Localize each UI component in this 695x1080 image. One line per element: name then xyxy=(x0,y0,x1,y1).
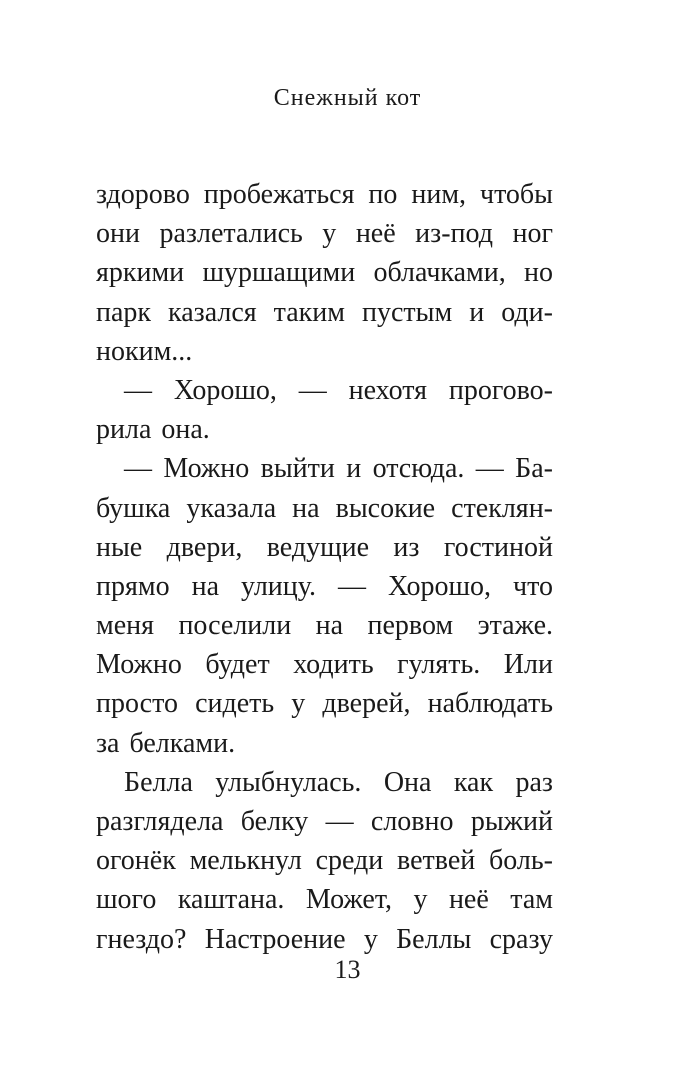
text-line: разглядела белку — словно рыжий xyxy=(96,806,553,837)
text-line: здорово пробежаться по ним, чтобы xyxy=(96,179,553,210)
text-line: — Можно выйти и отсюда. — Ба- xyxy=(124,453,553,485)
page-number: 13 xyxy=(334,955,361,984)
text-line: ноким... xyxy=(96,335,193,367)
text-line: гнездо? Настроение у Беллы сразу xyxy=(96,923,553,955)
text-line: за белками. xyxy=(96,727,236,759)
text-line: Можно будет ходить гулять. Или xyxy=(96,649,553,681)
text-line: ные двери, ведущие из гостиной xyxy=(96,531,553,563)
text-line: меня поселили на первом этаже. xyxy=(96,610,553,642)
text-line: яркими шуршащими облачками, но xyxy=(96,257,553,289)
body-text xyxy=(96,175,553,959)
text-line: они разлетались у неё из-под ног xyxy=(96,218,553,250)
text-line: Белла улыбнулась. Она как раз xyxy=(124,766,553,798)
text-line: рила она. xyxy=(96,414,210,446)
text-line: парк казался таким пустым и оди- xyxy=(96,296,553,328)
text-line: огонёк мелькнул среди ветвей боль- xyxy=(96,845,553,877)
text-line: шого каштана. Может, у неё там xyxy=(96,884,553,916)
text-line: прямо на улицу. — Хорошо, что xyxy=(96,570,553,602)
text-line: — Хорошо, — нехотя прогово- xyxy=(124,374,553,406)
text-line: просто сидеть у дверей, наблюдать xyxy=(96,688,553,720)
running-head: Снежный кот xyxy=(273,85,422,111)
text-line: бушка указала на высокие стеклян- xyxy=(96,492,553,524)
